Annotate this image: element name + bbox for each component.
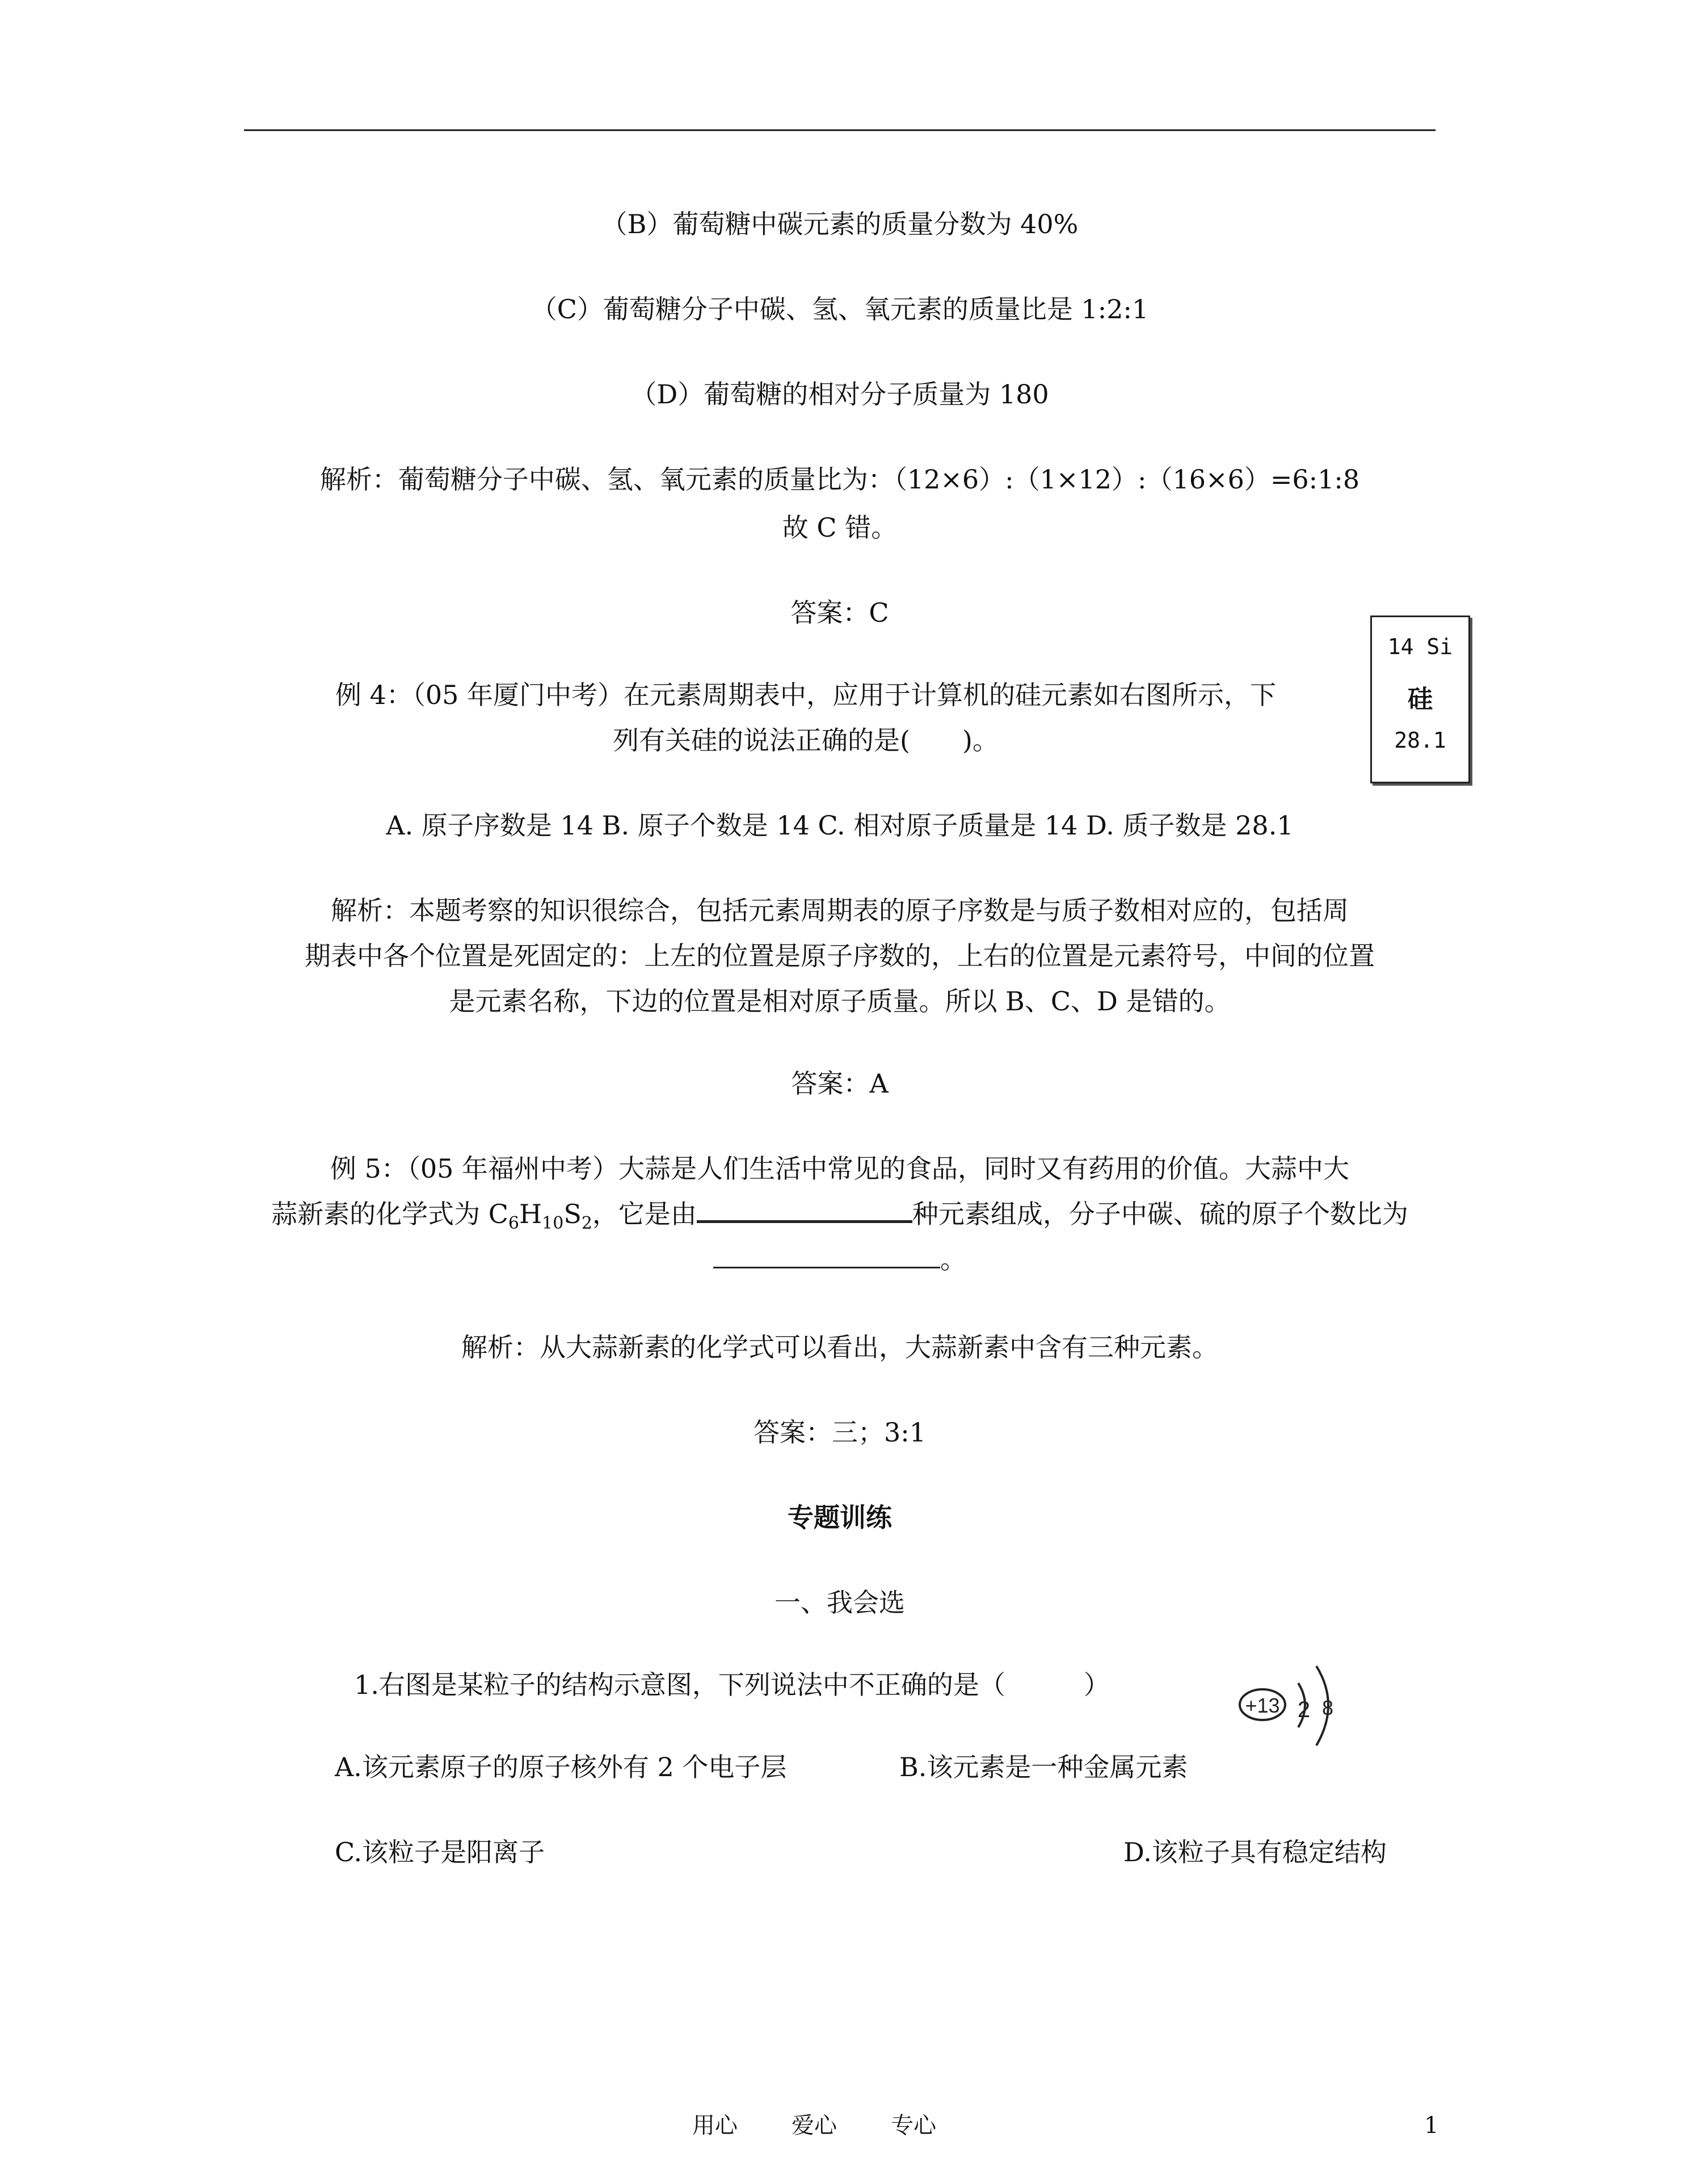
page-number: 1	[1424, 2113, 1439, 2139]
formula-subscript-s: 2	[581, 1213, 592, 1233]
silicon-number-symbol: 14 Si	[1387, 634, 1453, 659]
example-5-line-2-mid: ，它是由	[592, 1199, 697, 1229]
silicon-name: 硅	[1408, 685, 1433, 714]
example-4-line-2: 列有关硅的说法正确的是( )。	[613, 725, 999, 756]
example-5-line-2	[244, 1197, 1436, 1241]
question-1: 1.右图是某粒子的结构示意图，下列说法中不正确的是（ ）	[354, 1669, 1110, 1700]
section-title: 专题训练	[788, 1502, 892, 1533]
question-1-option-c: C.该粒子是阳离子	[335, 1837, 545, 1867]
analysis-4-line-3: 是元素名称，下边的位置是相对原子质量。所以 B、C、D 是错的。	[449, 986, 1231, 1017]
answer-blank-1[interactable]	[697, 1198, 912, 1223]
example-5-line-1: 例 5：（05 年福州中考）大蒜是人们生活中常见的食品，同时又有药用的价值。大蒜中大	[330, 1153, 1350, 1184]
formula-subscript-h: 10	[542, 1213, 564, 1233]
shell-1-electrons: 2	[1297, 1697, 1311, 1722]
footer-left: 用心	[692, 2113, 738, 2139]
analysis-3-line-2: 故 C 错。	[782, 512, 898, 543]
example-5-line-3	[244, 1242, 1436, 1276]
option-b: （B）葡萄糖中碳元素的质量分数为 40%	[601, 209, 1079, 239]
example-5-line-2-post: 种元素组成，分子中碳、硫的原子个数比为	[912, 1199, 1408, 1229]
nucleus-charge: +13	[1245, 1694, 1280, 1717]
atom-structure-diagram	[1231, 1642, 1356, 1773]
question-1-option-b: B.该元素是一种金属元素	[899, 1752, 1188, 1782]
silicon-element-card	[1370, 615, 1470, 783]
example-5-formula-prefix: 蒜新素的化学式为 C	[271, 1199, 508, 1229]
option-d: （D）葡萄糖的相对分子质量为 180	[630, 379, 1049, 410]
example-5-line-3-post: 。	[940, 1244, 966, 1275]
analysis-4-line-1: 解析：本题考察的知识很综合，包括元素周期表的原子序数是与质子数相对应的，包括周	[331, 895, 1349, 926]
shell-2-electrons: 8	[1321, 1696, 1334, 1719]
example-4-line-1: 例 4：（05 年厦门中考）在元素周期表中，应用于计算机的硅元素如右图所示，下	[335, 680, 1277, 710]
formula-h: H	[519, 1199, 542, 1229]
question-1-option-a: A.该元素原子的原子核外有 2 个电子层	[335, 1752, 787, 1782]
option-c: （C）葡萄糖分子中碳、氢、氧元素的质量比是 1:2:1	[531, 294, 1149, 324]
formula-s: S	[563, 1199, 582, 1229]
analysis-4-line-2: 期表中各个位置是死固定的：上左的位置是原子序数的，上右的位置是元素符号，中间的位置	[305, 941, 1375, 971]
header-rule	[244, 129, 1436, 131]
example-4-options: A. 原子序数是 14 B. 原子个数是 14 C. 相对原子质量是 14 D. 质子数是 28.1	[386, 810, 1294, 841]
formula-subscript-c: 6	[508, 1213, 519, 1233]
answer-blank-2[interactable]	[713, 1244, 940, 1268]
analysis-3-line-1: 解析：葡萄糖分子中碳、氢、氧元素的质量比为：（12×6）:（1×12）:（16×6）=6:1:8	[319, 464, 1360, 495]
analysis-5: 解析：从大蒜新素的化学式可以看出，大蒜新素中含有三种元素。	[461, 1332, 1218, 1363]
question-1-option-d: D.该粒子具有稳定结构	[1123, 1837, 1387, 1867]
answer-3: 答案：C	[790, 597, 889, 628]
answer-4: 答案：A	[791, 1068, 889, 1099]
footer-middle: 爱心	[792, 2113, 837, 2139]
silicon-mass: 28.1	[1394, 728, 1446, 753]
footer-right: 专心	[891, 2113, 936, 2139]
answer-5: 答案：三；3:1	[753, 1417, 927, 1448]
subsection-title: 一、我会选	[774, 1587, 905, 1618]
